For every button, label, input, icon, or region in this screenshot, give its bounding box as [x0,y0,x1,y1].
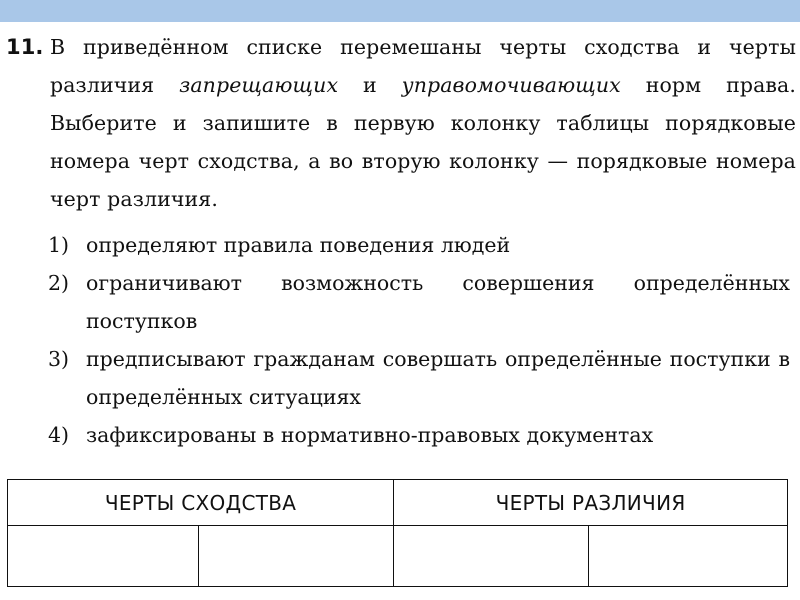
header-similarity: ЧЕРТЫ СХОДСТВА [8,480,394,526]
header-difference: ЧЕРТЫ РАЗЛИЧИЯ [394,480,788,526]
task-text-part-3: норм права. Выберите и запишите в первую колонку таблицы порядковые номера черт сходства, а во вторую колонку — порядковые номера черт различия. [50,73,796,211]
item-number: 3) [48,347,70,371]
top-bar [0,0,800,22]
list-item [48,340,790,416]
task-text-italic-1: запрещающих [179,73,339,97]
item-number: 1) [48,233,70,257]
task-text [50,28,796,218]
answer-cell-difference-1[interactable] [394,526,589,587]
task-text-part-2: и [338,73,402,97]
answer-cell-similarity-2[interactable] [199,526,394,587]
task-number: 11. [6,35,44,59]
item-text: зафиксированы в нормативно-правовых документах [86,423,654,447]
task-text-part-1: В приведённом списке перемешаны черты сходства и черты различия [50,35,796,97]
table-header-row [8,480,788,526]
answer-cell-similarity-1[interactable] [8,526,199,587]
item-number: 2) [48,271,70,295]
task-text-italic-2: управомочивающих [401,73,621,97]
item-text: предписывают гражданам совершать определённые поступки в определённых ситуациях [86,347,790,409]
item-text: определяют правила поведения людей [86,233,511,257]
table-answer-row [8,526,788,587]
list-item [48,226,790,264]
list-item [48,264,790,340]
task-block [6,28,796,218]
answer-table [7,479,788,587]
item-number: 4) [48,423,70,447]
items-list [48,226,790,454]
answer-cell-difference-2[interactable] [589,526,788,587]
list-item [48,416,790,454]
item-text: ограничивают возможность совершения определённых поступков [86,271,790,333]
